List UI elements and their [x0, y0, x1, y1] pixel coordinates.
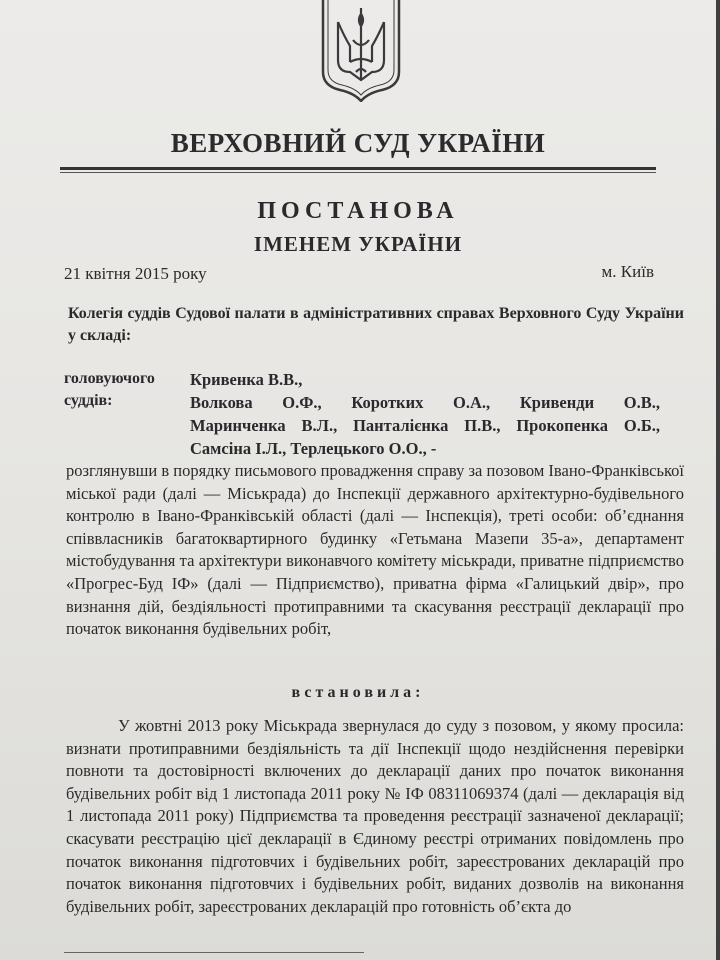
footer-divider — [64, 952, 364, 953]
judges-line: Самсіна І.Л., Терлецького О.О., - — [190, 439, 437, 458]
claim-paragraph: У жовтні 2013 року Міськрада звернулася до суду з позовом, у якому просила: визнати протиправними бездіяльність та дії Інспекції щодо нездійснення перевірки повноти та достовірності включених до декларації даних про початок виконання будівельних робіт від 1 листопада 2011 року № ІФ 08311069374 (далі — декларація від 1 листопада 2011 року) Підприємства та проведення реєстрації зазначеної декларації; скасувати реєстрацію цієї декларації в Єдиному реєстрі отриманих повідомлень про початок виконання підготовчих і будівельних робіт, зареєстрованих декларацій про початок виконання підготовчих і будівельних робіт, виданих дозволів на виконання будівельних робіт, зареєстрованих декларацій про готовність об’єкта до — [66, 716, 684, 916]
case-description-paragraph: розглянувши в порядку письмового провадження справу за позовом Івано-Франківської міської ради (далі — Міськрада) до Інспекції державного архітектурно-будівельного контролю в Івано-Франківській області (далі — Інспекція), треті особи: об’єднання співвласників багатоквартирного будинку «Гетьмана Мазепи 35-а», департамент містобудування та архітектури виконавчого комітету міськради, приватне підприємство «Прогрес-Буд ІФ» (далі — Підприємство), приватна фірма «Галицький двір», про визнання дій, бездіяльності протиправними та скасування реєстрації декларації про початок виконання будівельних робіт, — [66, 461, 684, 639]
established-heading: встановила: — [291, 684, 425, 701]
panel-intro: Колегія суддів Судової палати в адміністративних справах Верховного Суду України у складі: — [68, 305, 684, 344]
presiding-label: головуючого — [64, 370, 155, 387]
document-type: ПОСТАНОВА — [257, 198, 459, 224]
header-divider-thin — [60, 172, 656, 173]
document-city: м. Київ — [601, 262, 654, 281]
header-divider — [60, 167, 656, 170]
document-subtitle: ІМЕНЕМ УКРАЇНИ — [253, 232, 463, 256]
judges-list — [190, 368, 660, 460]
coat-of-arms-icon — [320, 0, 402, 102]
judges-line: Кривенка В.В., — [190, 370, 303, 389]
judges-line: Волкова О.Ф., Коротких О.А., Кривенди О.В., — [190, 393, 660, 412]
judges-line: Маринченка В.Л., Панталієнка П.В., Прокопенка О.Б., — [190, 416, 660, 435]
page-edge-shadow — [716, 0, 720, 960]
document-date: 21 квітня 2015 року — [64, 264, 207, 283]
judges-label: суддів: — [64, 392, 113, 409]
court-name: ВЕРХОВНИЙ СУД УКРАЇНИ — [170, 128, 546, 158]
